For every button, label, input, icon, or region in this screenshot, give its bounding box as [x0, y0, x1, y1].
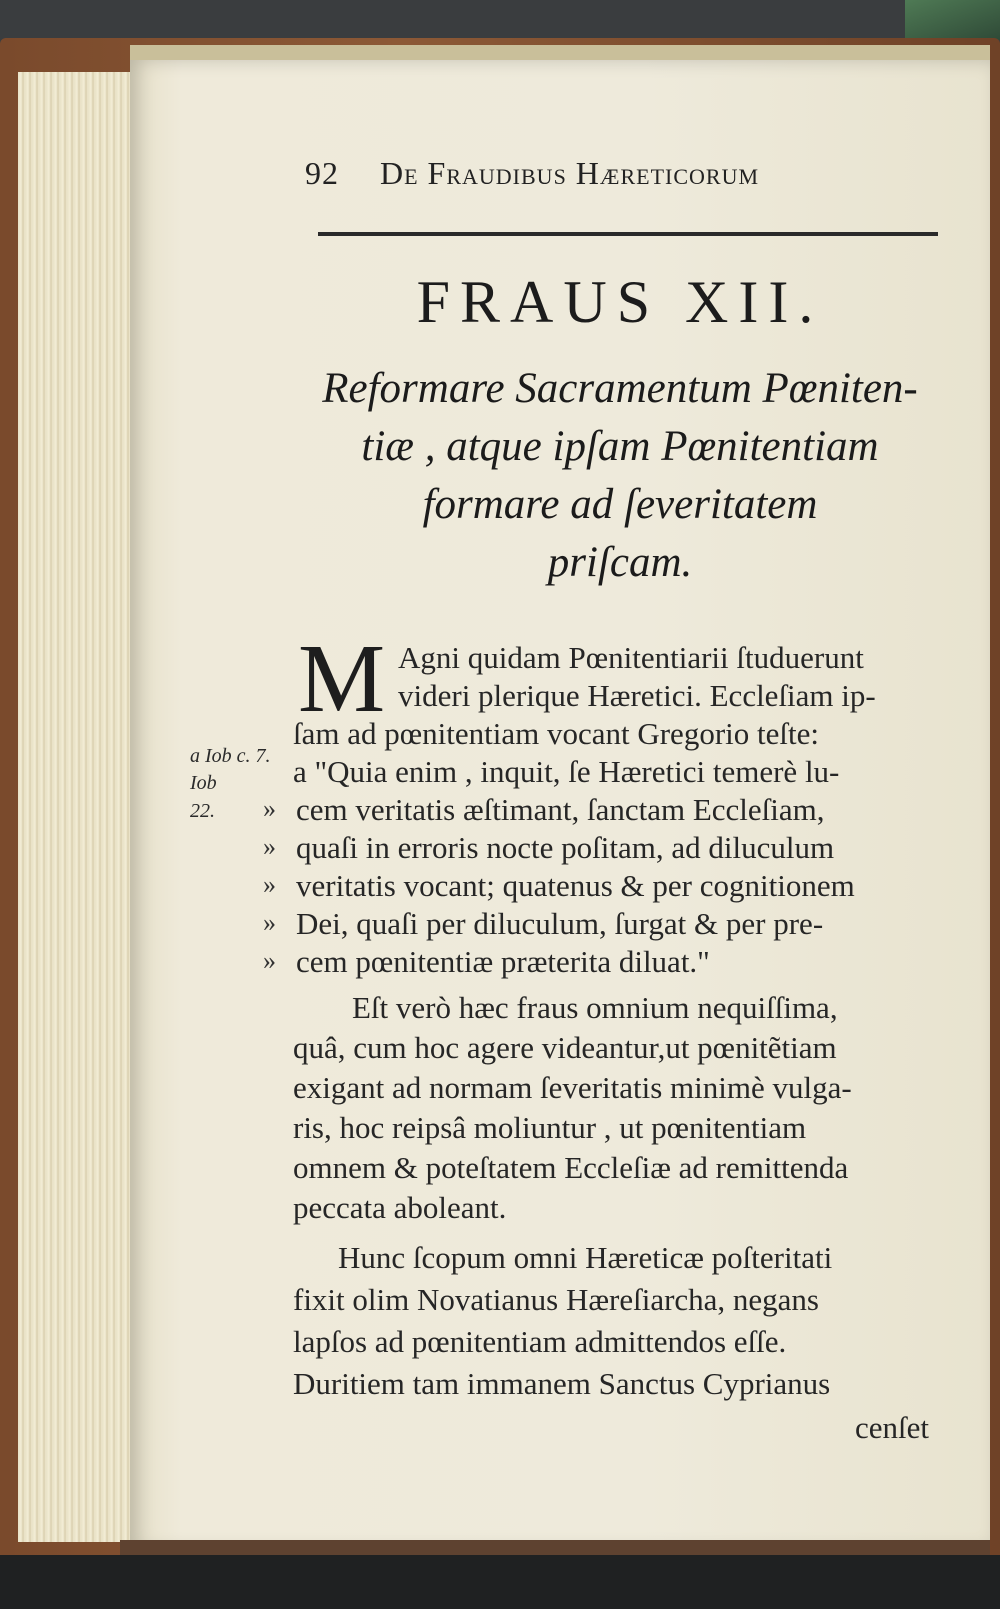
text-line: fixit olim Novatianus Hæreſiarcha, negans — [293, 1282, 820, 1317]
text-line: Duritiem tam immanem Sanctus Cyprianus — [293, 1366, 831, 1401]
quote-mark: » — [263, 946, 276, 975]
page-stack-edges — [18, 72, 138, 1542]
text-line: cem pœnitentiæ præterita diluat." — [296, 944, 710, 979]
text-line: Hunc ſcopum omni Hæreticæ poſteritati — [338, 1240, 833, 1275]
quote-mark: » — [263, 832, 276, 861]
text-line: cem veritatis æſtimant, ſanctam Eccleſiam, — [296, 792, 825, 827]
text-line: videri plerique Hæretici. Eccleſiam ip- — [398, 678, 876, 713]
text-line: quaſi in erroris nocte poſitam, ad diluculum — [296, 830, 835, 865]
text-line: Eſt verò hæc fraus omnium nequiſſima, — [352, 990, 838, 1025]
text-line: quâ, cum hoc agere videantur,ut pœnitẽtiam — [293, 1030, 837, 1065]
text-line: veritatis vocant; quatenus & per cognitionem — [296, 868, 855, 903]
green-cloth-corner — [905, 0, 1000, 40]
page-number: 92 — [305, 155, 339, 191]
text-line: Dei, quaſi per diluculum, ſurgat & per pre- — [296, 906, 824, 941]
text-line: a "Quia enim , inquit, ſe Hæretici temerè lu- — [293, 754, 840, 789]
chapter-title: FRAUS XII. — [416, 269, 824, 335]
drop-cap: M — [298, 625, 386, 733]
subtitle-line: formare ad ſeveritatem — [422, 481, 818, 528]
running-title: De Fraudibus Hæreticorum — [380, 155, 760, 191]
text-line: Agni quidam Pœnitentiarii ſtuduerunt — [398, 640, 864, 675]
subtitle-line: tiæ , atque ipſam Pœnitentiam — [361, 423, 879, 470]
desk-background-bottom — [0, 1555, 1000, 1609]
chapter-subtitle — [290, 360, 950, 592]
margin-note-reference: a Iob c. 7. — [190, 745, 271, 767]
subtitle-line: priſcam. — [547, 539, 693, 586]
text-line: omnem & poteſtatem Eccleſiæ ad remittenda — [293, 1150, 849, 1185]
text-line: ſam ad pœnitentiam vocant Gregorio teſte: — [293, 716, 819, 751]
header-rule — [318, 232, 938, 236]
subtitle-line: Reformare Sacramentum Pœniten- — [322, 365, 918, 412]
text-line: exigant ad normam ſeveritatis minimè vulga- — [293, 1070, 852, 1105]
running-header — [305, 155, 925, 205]
text-line: ris, hoc reipsâ moliuntur , ut pœnitentiam — [293, 1110, 807, 1145]
margin-note-reference: Iob — [190, 772, 217, 794]
margin-note-reference: 22. — [190, 800, 215, 822]
catchword: cenſet — [855, 1410, 930, 1445]
text-line: lapſos ad pœnitentiam admittendos eſſe. — [293, 1324, 787, 1359]
quote-mark: » — [263, 870, 276, 899]
quote-mark: » — [263, 908, 276, 937]
quote-mark: » — [263, 794, 276, 823]
text-line: peccata aboleant. — [293, 1190, 507, 1225]
page-bottom-edge — [120, 1540, 990, 1556]
